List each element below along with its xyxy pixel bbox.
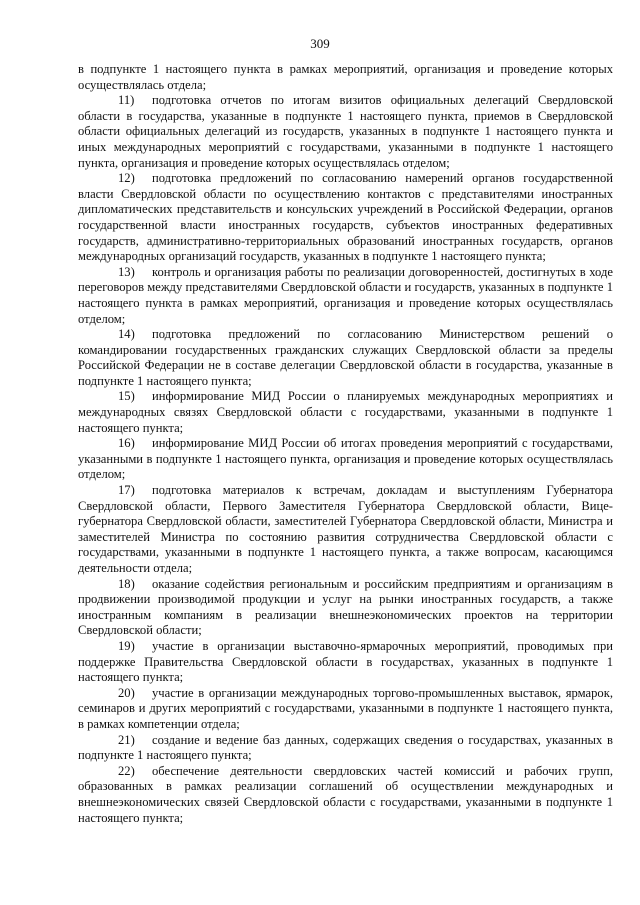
list-item-11 <box>78 93 613 171</box>
item-text: информирование МИД России об итогах проведения мероприятий с государствами, указанными в подпункте 1 настоящего пункта, организация и проведение которых осуществлялась отделом; <box>78 436 613 482</box>
item-text: обеспечение деятельности свердловских частей комиссий и рабочих групп, образованных в рамках реализации соглашений об осуществлении международных и внешнеэкономических связей Свердловской области с государствами, указанными в подпункте 1 настоящего пункта; <box>78 763 613 825</box>
item-number: 12) <box>118 171 135 186</box>
item-number: 11) <box>118 93 135 108</box>
item-number: 19) <box>118 638 135 653</box>
item-number: 18) <box>118 576 135 591</box>
list-item-16 <box>78 436 613 483</box>
item-text: подготовка предложений по согласованию Министерством решений о командировании государственных гражданских служащих Свердловской области за пределы Российской Федерации не в составе делегации Свердловской области в государства, указанные в подпункте 1 настоящего пункта; <box>78 327 613 388</box>
item-text: контроль и организация работы по реализации договоренностей, достигнутых в ходе переговоров между представителями Свердловской области и государств, указанных в подпункте 1 настоящего пункта в рамках мероприятий, организация и проведение которых осуществлялась отделом; <box>78 264 613 326</box>
item-text: информирование МИД России о планируемых международных мероприятиях и международных связях Свердловской области с государствами, указанными в подпункте 1 настоящего пункта; <box>78 389 613 435</box>
item-number: 16) <box>118 436 135 451</box>
list-item-15 <box>78 389 613 436</box>
list-item-12 <box>78 171 613 265</box>
item-text: участие в организации международных торгово-промышленных выставок, ярмарок, семинаров и других мероприятий с государствами, указанными в подпункте 1 настоящего пункта, в рамках компетенции отдела; <box>78 685 613 731</box>
item-number: 15) <box>118 389 135 404</box>
list-item-17 <box>78 483 613 577</box>
list-item-14 <box>78 327 613 389</box>
list-item-13 <box>78 265 613 327</box>
page-number: 309 <box>310 36 330 51</box>
item-number: 22) <box>118 763 135 778</box>
item-text: оказание содействия региональным и российским предприятиям и организациям в продвижении производимой продукции и услуг на рынки иностранных государств, а также иностранным компаниям в реализации внешнеэкономических проектов на территории Свердловской области; <box>78 576 613 638</box>
item-number: 21) <box>118 732 135 747</box>
item-number: 14) <box>118 327 135 342</box>
list-item-22 <box>78 764 613 826</box>
list-item-20 <box>78 686 613 733</box>
item-number: 17) <box>118 483 135 498</box>
item-text: участие в организации выставочно-ярмарочных мероприятий, проводимых при поддержке Правительства Свердловской области в государствах, указанных в подпункте 1 настоящего пункта; <box>78 638 613 685</box>
intro-paragraph: в подпункте 1 настоящего пункта в рамках мероприятий, организация и проведение которых осуществлялась отдела; <box>78 62 613 92</box>
item-text: создание и ведение баз данных, содержащих сведения о государствах, указанных в подпункте 1 настоящего пункта; <box>78 732 613 763</box>
list-item-21 <box>78 733 613 764</box>
list-item-18 <box>78 577 613 639</box>
item-text: подготовка предложений по согласованию намерений органов государственной власти Свердловской области по осуществлению контактов с представителями иностранных дипломатических представительств и консульских учреждений в Российской Федерации, органов государственной власти иностранных государств, субъектов иностранных федеративных государств, административно-территориальных образований иностранных государств, органов международных организаций государств, указанных в подпункте 1 настоящего пункта; <box>78 171 613 264</box>
item-text: подготовка материалов к встречам, докладам и выступлениям Губернатора Свердловской области, Первого Заместителя Губернатора Свердловской области, Вице-губернатора Свердловской области, заместителей Губернатора Свердловской области, Министра и заместителей Министра по состоянию развития сотрудничества Свердловской области с государствами, указанными в подпункте 1 настоящего пункта, а также вопросам, касающимся деятельности отдела; <box>78 483 613 575</box>
document-body <box>78 62 613 826</box>
item-number: 13) <box>118 264 135 279</box>
item-text: подготовка отчетов по итогам визитов официальных делегаций Свердловской области в государства, указанные в подпункте 1 настоящего пункта, приемов в Свердловской области официальных делегаций из государств, указанных в подпункте 1 настоящего пункта и иных международных мероприятий с государствами, указанными в подпункте 1 настоящего пункта, организация и проведение которых осуществлялась отделом; <box>78 93 613 170</box>
item-number: 20) <box>118 685 135 700</box>
list-item-19 <box>78 639 613 686</box>
